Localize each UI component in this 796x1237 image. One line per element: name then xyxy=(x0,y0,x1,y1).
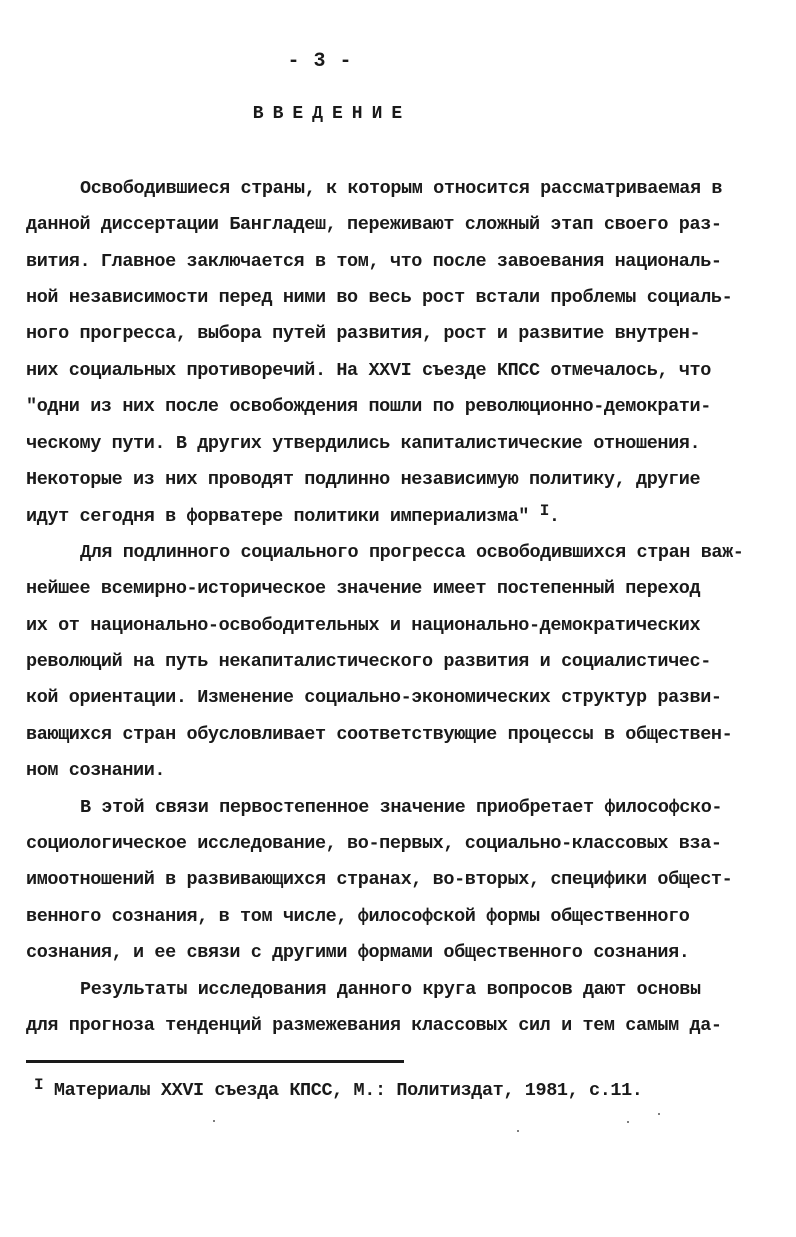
text-line: ной независимости перед ними во весь рост встали проблемы социаль- xyxy=(26,287,733,308)
footnote-number: I xyxy=(34,1076,44,1094)
text-line: Освободившиеся страны, к которым относится рассматриваемая в xyxy=(80,178,723,199)
text-line: кой ориентации. Изменение социально-экономических структур разви- xyxy=(26,687,722,708)
page-number: - 3 - xyxy=(287,50,353,73)
text-line: революций на путь некапиталистического развития и социалистичес- xyxy=(26,651,711,672)
text-line: венного сознания, в том числе, философской формы общественного xyxy=(26,906,690,927)
text-line: ном сознании. xyxy=(26,760,166,781)
text-line: Для подлинного социального прогресса освободившихся стран важ- xyxy=(80,542,744,563)
text-line: В этой связи первостепенное значение приобретает философско- xyxy=(80,797,723,818)
text-line: для прогноза тенденций размежевания классовых сил и тем самым да- xyxy=(26,1015,722,1036)
scan-speck xyxy=(627,1121,629,1123)
text-line-with-footnote xyxy=(26,502,560,528)
scan-speck xyxy=(517,1130,519,1132)
text-line: них социальных противоречий. На XXVI съезде КПСС отмечалось, что xyxy=(26,360,711,381)
page-heading: ВВЕДЕНИЕ xyxy=(252,104,412,124)
text-line: вития. Главное заключается в том, что после завоевания националь- xyxy=(26,251,722,272)
text-line: Результаты исследования данного круга вопросов дают основы xyxy=(80,979,701,1000)
text-line: Некоторые из них проводят подлинно независимую политику, другие xyxy=(26,469,701,490)
scan-speck xyxy=(658,1113,660,1115)
text-line: "одни из них после освобождения пошли по революционно-демократи- xyxy=(26,396,711,417)
text-line: данной диссертации Бангладеш, переживают сложный этап своего раз- xyxy=(26,214,722,235)
text-line: социологическое исследование, во-первых, социально-классовых вза- xyxy=(26,833,722,854)
text-line: вающихся стран обусловливает соответствующие процессы в обществен- xyxy=(26,724,733,745)
text-line: ного прогресса, выбора путей развития, рост и развитие внутрен- xyxy=(26,323,701,344)
text-line: их от национально-освободительных и национально-демократических xyxy=(26,615,701,636)
footnote-divider xyxy=(26,1060,404,1063)
footnote xyxy=(34,1076,643,1101)
text-line: имоотношений в развивающихся странах, во-вторых, специфики общест- xyxy=(26,869,733,890)
text-line: сознания, и ее связи с другими формами общественного сознания. xyxy=(26,942,690,963)
text-line: ческому пути. В других утвердились капиталистические отношения. xyxy=(26,433,701,454)
text-line: нейшее всемирно-историческое значение имеет постепенный переход xyxy=(26,578,701,599)
footnote-text: Материалы XXVI съезда КПСС, М.: Политиздат, 1981, с.11. xyxy=(53,1080,643,1101)
text-line-content: идут сегодня в форватере политики империализма" xyxy=(26,506,529,527)
footnote-reference: I xyxy=(539,502,549,520)
scan-speck xyxy=(213,1120,215,1122)
sentence-end: . xyxy=(548,506,560,527)
